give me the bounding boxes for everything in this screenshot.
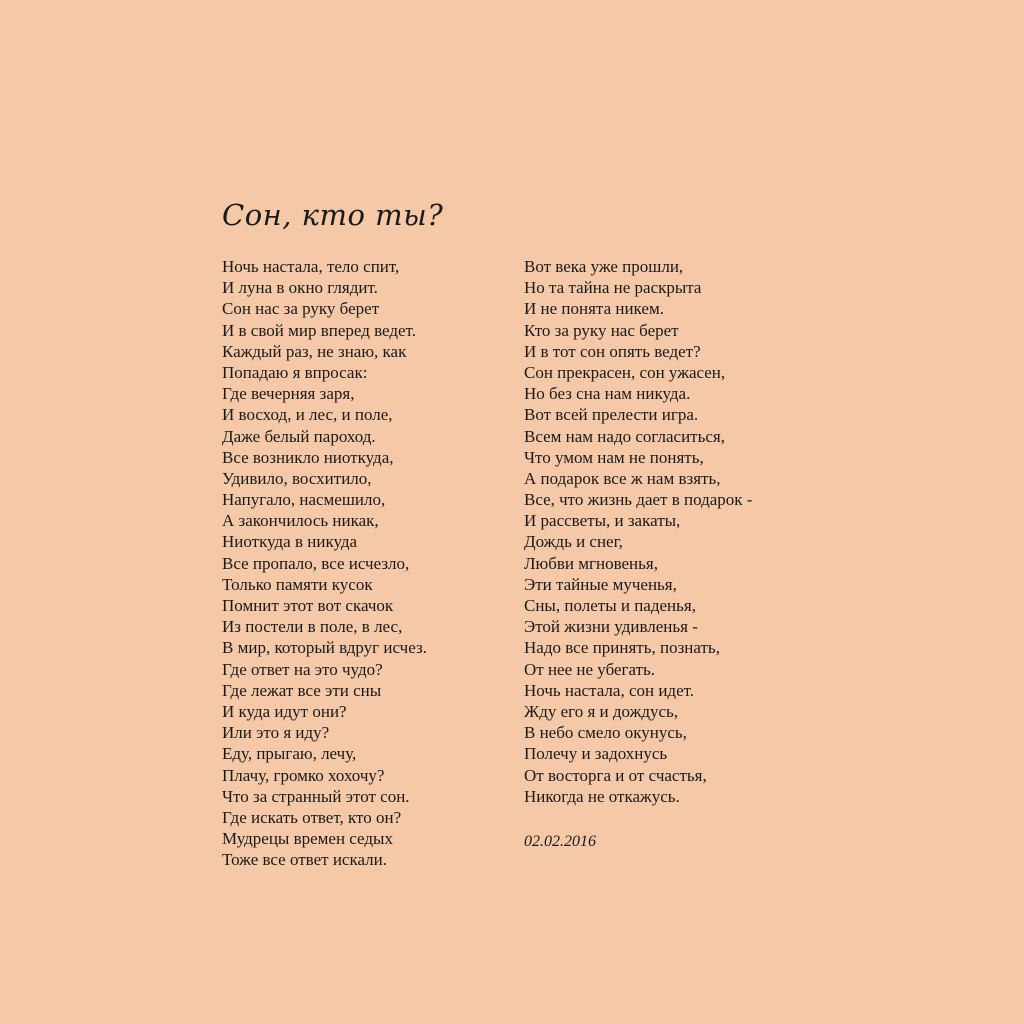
poem-line: Все возникло ниоткуда, bbox=[222, 447, 394, 467]
poem-line: Тоже все ответ искали. bbox=[222, 850, 388, 870]
poem-line: И рассветы, и закаты, bbox=[524, 511, 681, 531]
poem-line: А подарок все ж нам взять, bbox=[524, 468, 721, 488]
poem-line: Где лежат все эти сны bbox=[222, 680, 382, 700]
poem-line: Жду его я и дождусь, bbox=[524, 701, 679, 721]
poem-line: Полечу и задохнусь bbox=[524, 744, 668, 764]
poem-line: Сон прекрасен, сон ужасен, bbox=[524, 362, 726, 382]
poem-line: Еду, прыгаю, лечу, bbox=[222, 744, 357, 764]
poem-line: Сон нас за руку берет bbox=[222, 299, 380, 319]
poem-line: Каждый раз, не знаю, как bbox=[222, 341, 407, 361]
poem-line: Сны, полеты и паденья, bbox=[524, 596, 696, 615]
poem-line: Этой жизни удивленья - bbox=[524, 617, 698, 637]
poem-line: Никогда не откажусь. bbox=[524, 786, 680, 806]
poem-line: Дождь и снег, bbox=[524, 532, 623, 552]
poem-line: Кто за руку нас берет bbox=[524, 320, 679, 340]
poem-line: Но та тайна не раскрыта bbox=[524, 278, 702, 298]
poem-column-left bbox=[222, 256, 427, 870]
poem-line: Что за странный этот сон. bbox=[222, 786, 410, 806]
poem-line: Любви мгновенья, bbox=[524, 553, 658, 573]
poem-line: Помнит этот вот скачок bbox=[222, 596, 394, 615]
poem-line: Из постели в поле, в лес, bbox=[222, 617, 403, 637]
poem-line: В мир, который вдруг исчез. bbox=[222, 638, 427, 658]
poem-line: В небо смело окунусь, bbox=[524, 723, 687, 743]
poem-line: Вот века уже прошли, bbox=[524, 257, 684, 276]
poem-date: 02.02.2016 bbox=[524, 833, 596, 850]
poem-line: Но без сна нам никуда. bbox=[524, 384, 691, 404]
poem-line: Ниоткуда в никуда bbox=[222, 532, 358, 552]
poem-line: И восход, и лес, и поле, bbox=[222, 405, 393, 425]
poem-line: Ночь настала, сон идет. bbox=[524, 680, 695, 700]
poem-line: От восторга и от счастья, bbox=[524, 765, 707, 785]
poem-line: Где искать ответ, кто он? bbox=[222, 807, 402, 827]
poem-column-right bbox=[524, 256, 752, 807]
poem-line: Все, что жизнь дает в подарок - bbox=[524, 490, 753, 510]
poem-line: Или это я иду? bbox=[222, 723, 330, 743]
poem-line: Попадаю я впросак: bbox=[222, 362, 368, 382]
poem-line: Плачу, громко хохочу? bbox=[222, 765, 385, 785]
poem-line: И в свой мир вперед ведет. bbox=[222, 320, 416, 340]
poem-line: Только памяти кусок bbox=[222, 574, 373, 594]
poem-line: И не понята никем. bbox=[524, 299, 664, 319]
poem-line: Всем нам надо согласиться, bbox=[524, 426, 725, 446]
poem-line: Где ответ на это чудо? bbox=[222, 659, 383, 679]
poem-line: От нее не убегать. bbox=[524, 659, 656, 679]
poem-line: И в тот сон опять ведет? bbox=[524, 341, 701, 361]
poem-line: И луна в окно глядит. bbox=[222, 278, 378, 298]
poem-line: Где вечерняя заря, bbox=[222, 384, 355, 404]
poem-title: Сон, кто ты? bbox=[222, 198, 444, 232]
poem-line: Напугало, насмешило, bbox=[222, 490, 386, 510]
poem-line: А закончилось никак, bbox=[222, 511, 379, 531]
poem-line: Все пропало, все исчезло, bbox=[222, 553, 410, 573]
poem-line: Мудрецы времен седых bbox=[222, 829, 393, 849]
poem-line: Что умом нам не понять, bbox=[524, 447, 704, 467]
poem-line: Вот всей прелести игра. bbox=[524, 405, 699, 425]
poem-line: Ночь настала, тело спит, bbox=[222, 257, 400, 276]
poem-line: Удивило, восхитило, bbox=[222, 468, 372, 488]
poem-line: Надо все принять, познать, bbox=[524, 638, 720, 658]
poem-line: Эти тайные мученья, bbox=[524, 574, 677, 594]
poem-line: И куда идут они? bbox=[222, 701, 347, 721]
poem-line: Даже белый пароход. bbox=[222, 426, 376, 446]
